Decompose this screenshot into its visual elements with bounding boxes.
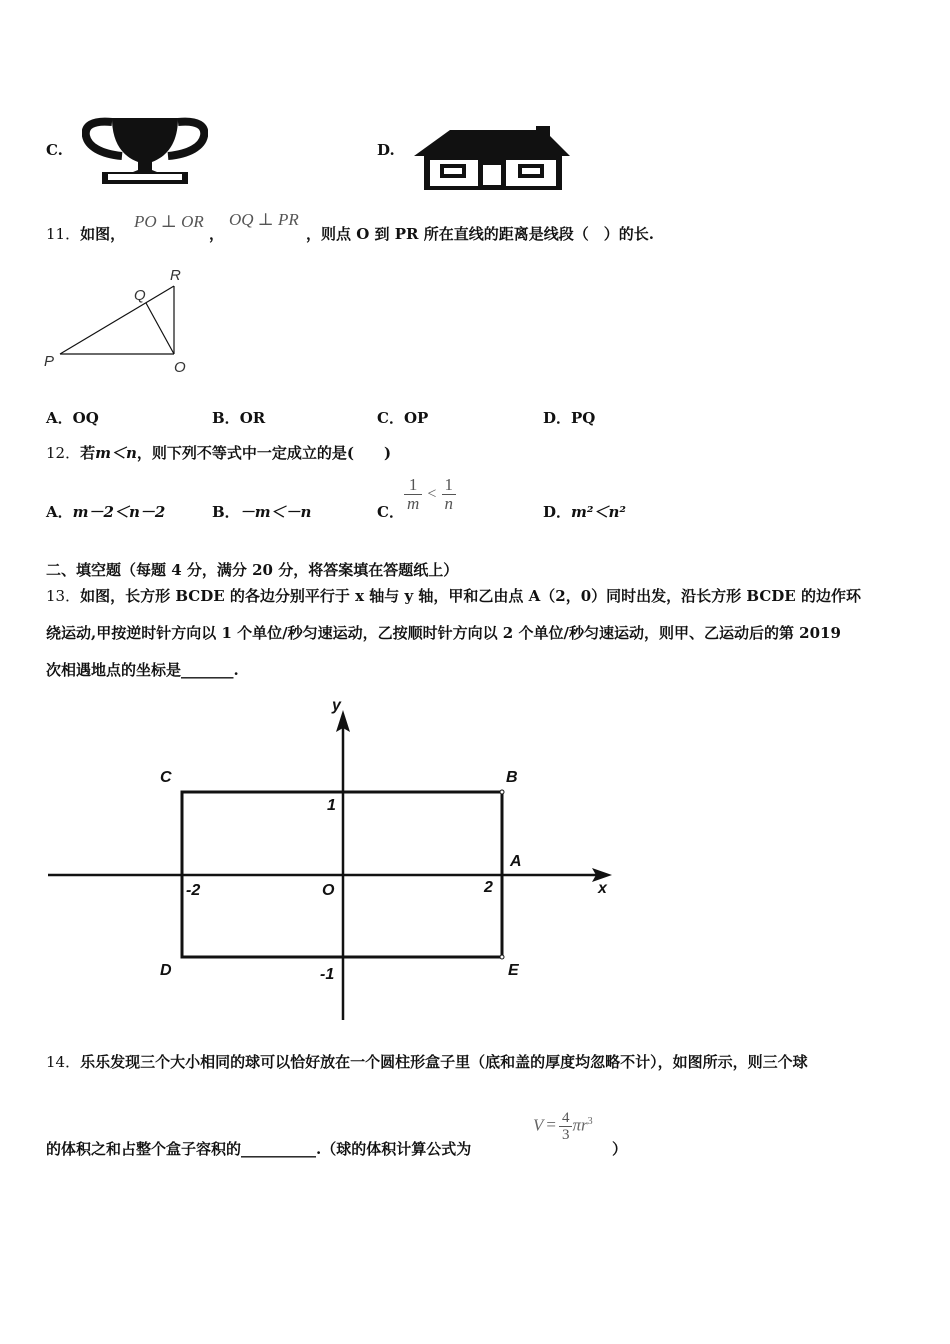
q11-condition-1: PO ⊥ OR: [134, 212, 204, 231]
q11-triangle-figure: [40, 262, 200, 382]
q13-label-y: y: [332, 697, 341, 714]
q14-line-1: 14．乐乐发现三个大小相同的球可以恰好放在一个圆柱形盒子里（底和盖的厚度均忽略不计），如图所示，则三个球: [46, 1053, 808, 1071]
q11-label-q: Q: [134, 287, 146, 304]
q10-option-c-label: C.: [46, 141, 63, 159]
q11-text-rest: ，则点 O 到 PR 所在直线的距离是线段（ ）的长.: [306, 225, 654, 243]
q13-line-2: 绕运动,甲按逆时针方向以 1 个单位/秒匀速运动，乙按顺时针方向以 2 个单位/秒匀速运动，则甲、乙运动后的第 2019: [46, 624, 841, 642]
q11-option-a: A．OQ: [46, 409, 99, 427]
q11-label-o: O: [174, 359, 186, 376]
q12-frac-1-over-n: $\frac{1}{n}$: [442, 476, 457, 513]
q13-label-d: D: [160, 962, 172, 979]
q12-option-c-label: C．: [377, 503, 404, 521]
q11-label-p: P: [44, 353, 55, 370]
q14-close-paren: ）: [612, 1140, 628, 1158]
q11-label-r: R: [170, 267, 181, 284]
q11-condition-2: OQ ⊥ PR: [229, 210, 299, 229]
house-icon: [410, 124, 574, 194]
q13-tick-2: 2: [484, 879, 493, 896]
q13-label-b: B: [506, 769, 518, 786]
q10-option-d-label: D.: [377, 141, 395, 159]
q13-label-a: A: [510, 853, 522, 870]
q11-comma: ，: [209, 225, 225, 243]
q13-label-x: x: [598, 880, 607, 897]
q12-question: [46, 442, 391, 463]
q13-line-3: 次相遇地点的坐标是_______.: [46, 661, 239, 679]
q13-line-1: 13．如图，长方形 BCDE 的各边分别平行于 x 轴与 y 轴，甲和乙由点 A（2，0）同时出发，沿长方形 BCDE 的边作环: [46, 587, 861, 605]
q13-tick-neg2: -2: [186, 882, 201, 899]
q14-sphere-volume-formula: V = $\frac{4}{3}$ $\pi r^3$: [533, 1110, 593, 1143]
section-2-heading: 二、填空题（每题 4 分，满分 20 分，将答案填在答题纸上）: [46, 561, 459, 579]
q11-option-c: C．OP: [377, 409, 429, 427]
q11-question: [46, 223, 125, 244]
q13-label-origin: O: [322, 882, 335, 899]
trophy-icon: [82, 112, 208, 184]
q12-option-d: D．m²＜n²: [543, 503, 626, 521]
q11-option-d: D．PQ: [543, 409, 596, 427]
q11-number: 11．: [46, 225, 81, 243]
q13-tick-neg1: -1: [320, 966, 335, 983]
q11-option-b: B．OR: [212, 409, 266, 427]
q13-coordinate-figure: [40, 690, 630, 1030]
q11-text-intro: 如图，: [80, 225, 126, 243]
q13-tick-1: 1: [327, 797, 336, 814]
q12-option-b: B．－m＜－n: [212, 503, 312, 521]
q12-text-pre: 若: [80, 444, 96, 462]
q12-frac-1-over-m: $\frac{1}{m}$: [404, 476, 422, 513]
q12-condition: m＜n: [95, 444, 137, 462]
q12-option-c-expression: $\frac{1}{m}$ < $\frac{1}{n}$: [404, 476, 456, 513]
q14-line-2: 的体积之和占整个盒子容积的__________.（球的体积计算公式为: [46, 1140, 472, 1158]
q13-label-c: C: [160, 769, 172, 786]
q12-number: 12．: [46, 444, 81, 462]
q12-text-rest: ，则下列不等式中一定成立的是( ): [136, 444, 392, 462]
q12-option-a: A．m－2＜n－2: [46, 503, 166, 521]
q13-label-e: E: [508, 962, 519, 979]
